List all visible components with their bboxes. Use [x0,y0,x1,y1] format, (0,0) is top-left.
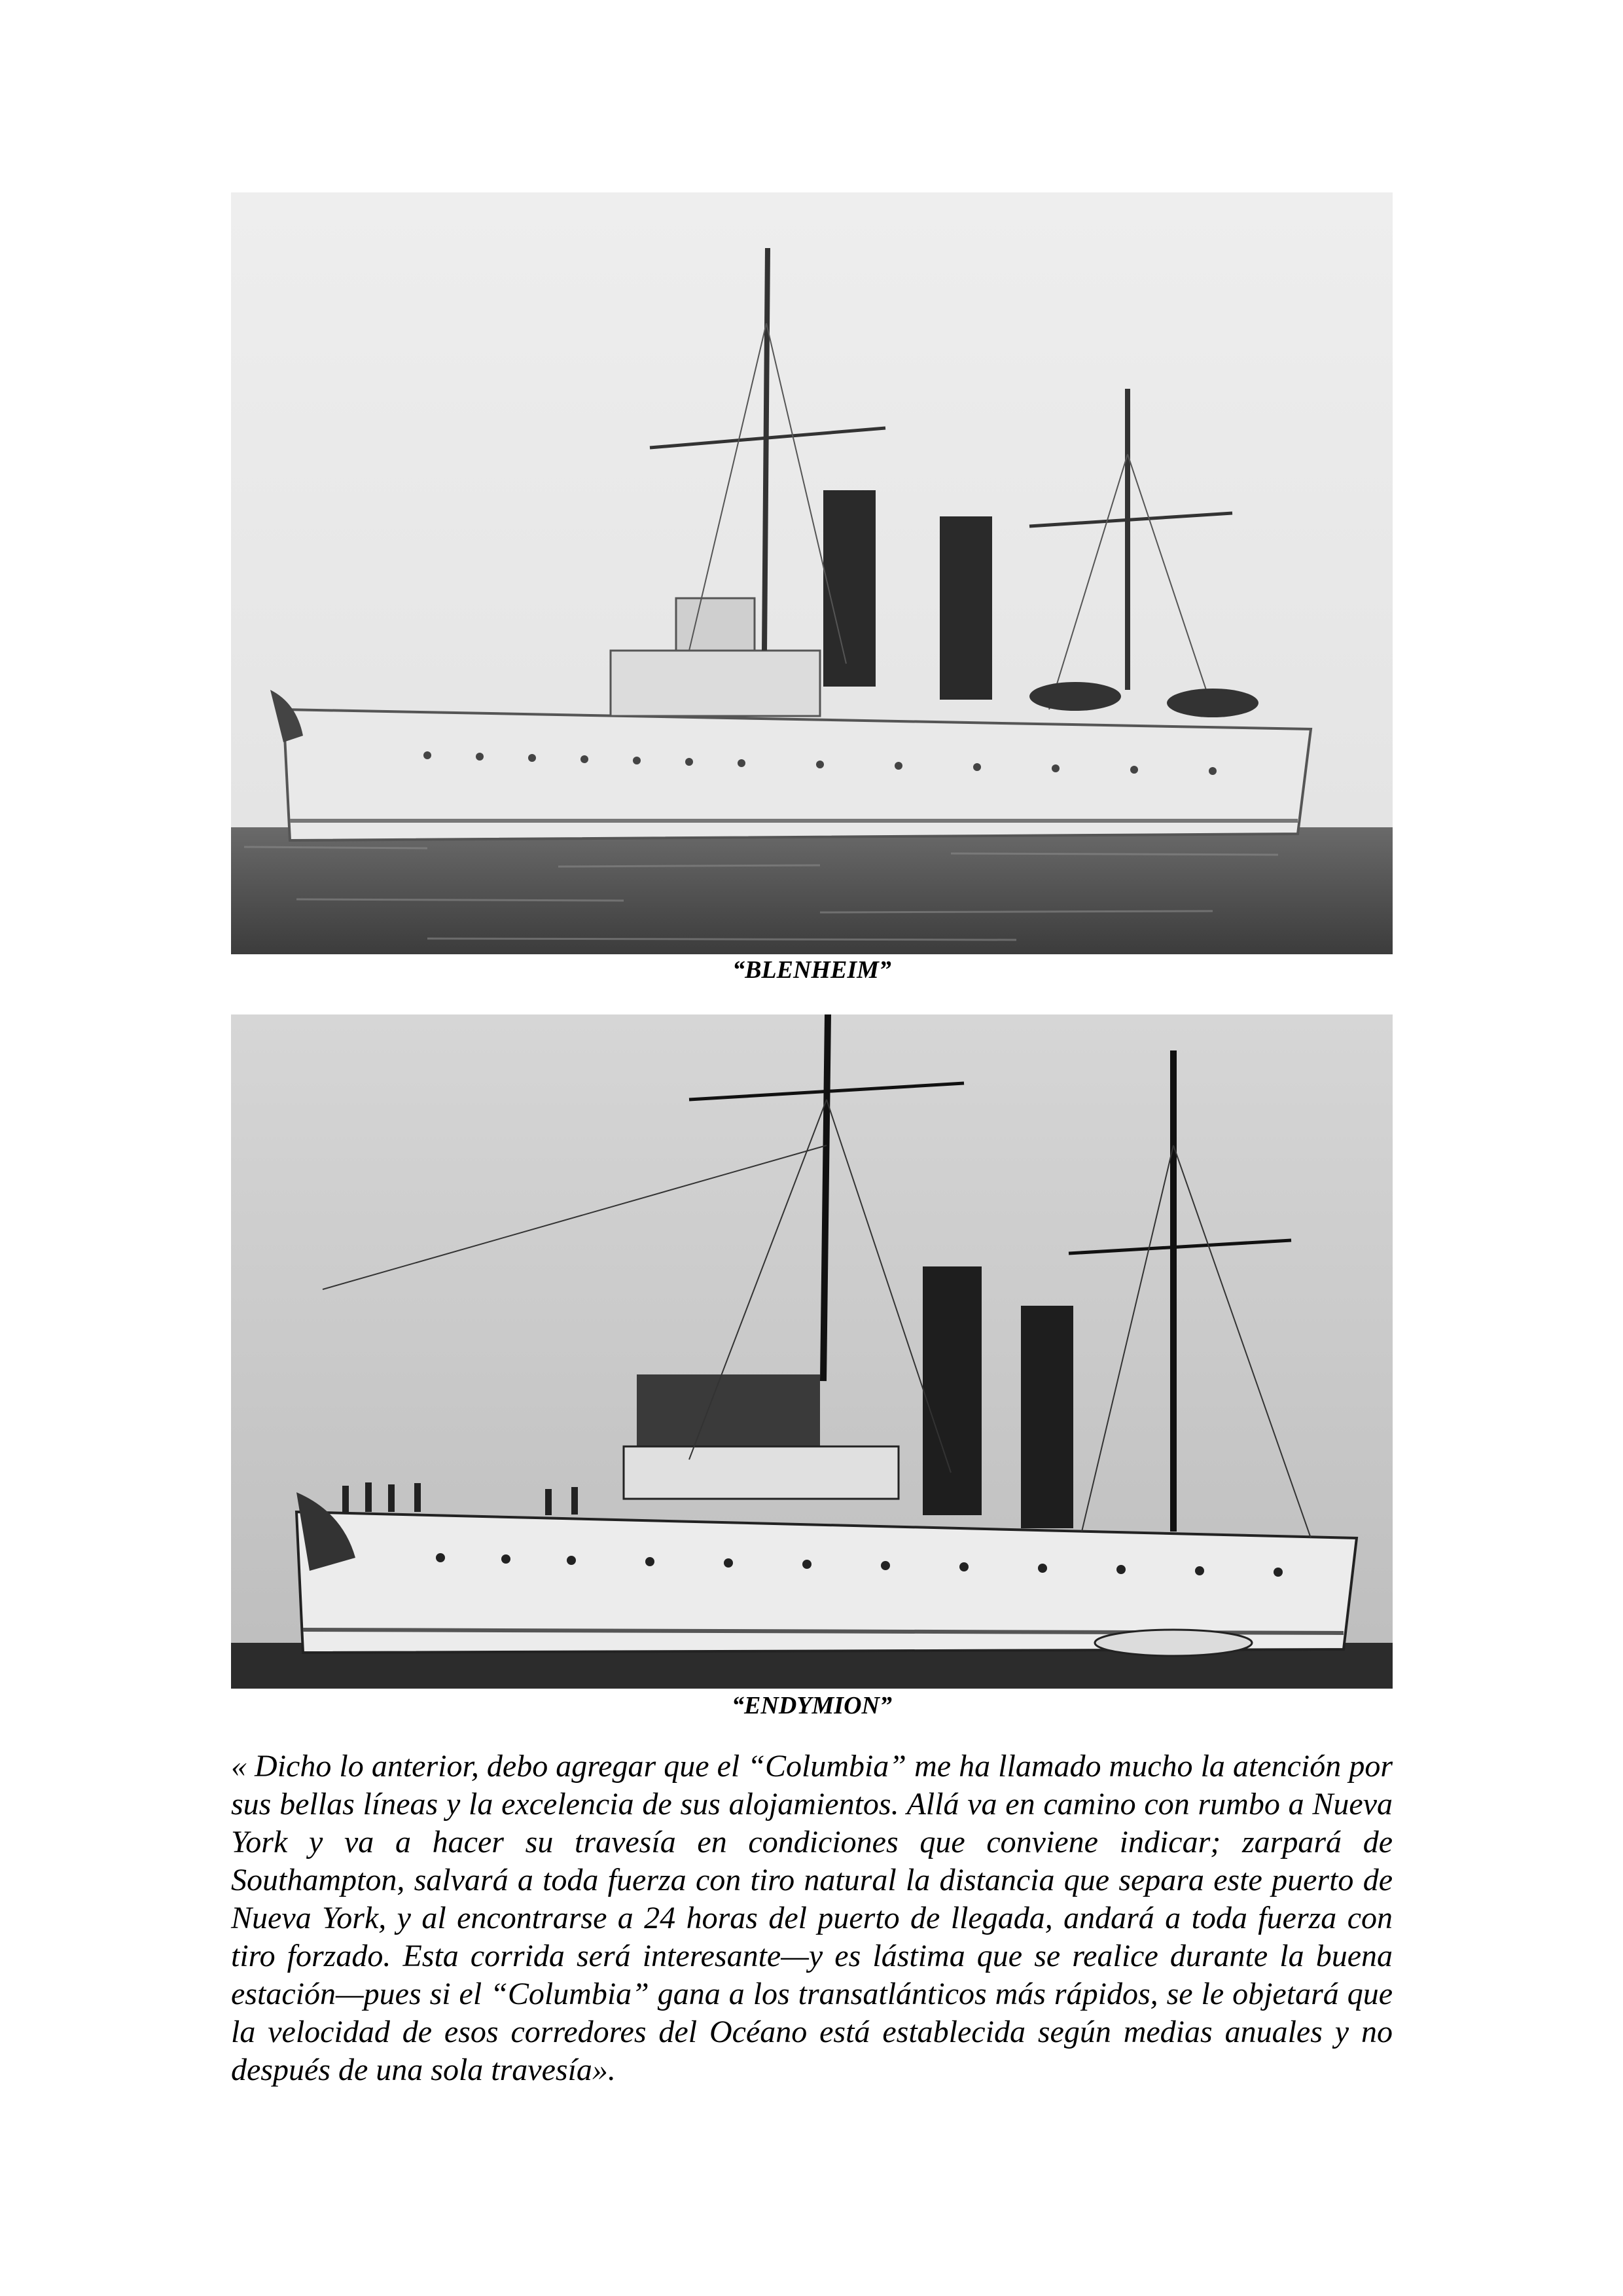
ship-illustration-blenheim [231,192,1393,954]
ship-illustration-endymion [231,1014,1393,1689]
body-paragraph: « Dicho lo anterior, debo agregar que el “Columbia” me ha llamado mucho la atención por sus bellas líneas y la excelencia de sus alojamientos. Allá va en camino con rumbo a Nueva York y va a hacer su travesía en condiciones que conviene indicar; zarpará de Southampton, salvará a toda fuerza con tiro natural la distancia que separa este puerto de Nueva York, y al encontrarse a 24 horas del puerto de llegada, andará a toda fuerza con tiro forzado. Esta corrida será interesante—y es lástima que se realice durante la buena estación—pues si el “Columbia” gana a los transatlánticos más rápidos, se le objetará que la velocidad de esos corredores del Océano está establecida según medias anuales y no después de una sola travesía». [231,1749,1393,2087]
ship-photo-endymion [231,1014,1393,1689]
figure-caption-blenheim: “BLENHEIM” [732,956,891,984]
figure-caption-endymion: “ENDYMION” [732,1692,892,1719]
ship-photo-blenheim [231,192,1393,954]
